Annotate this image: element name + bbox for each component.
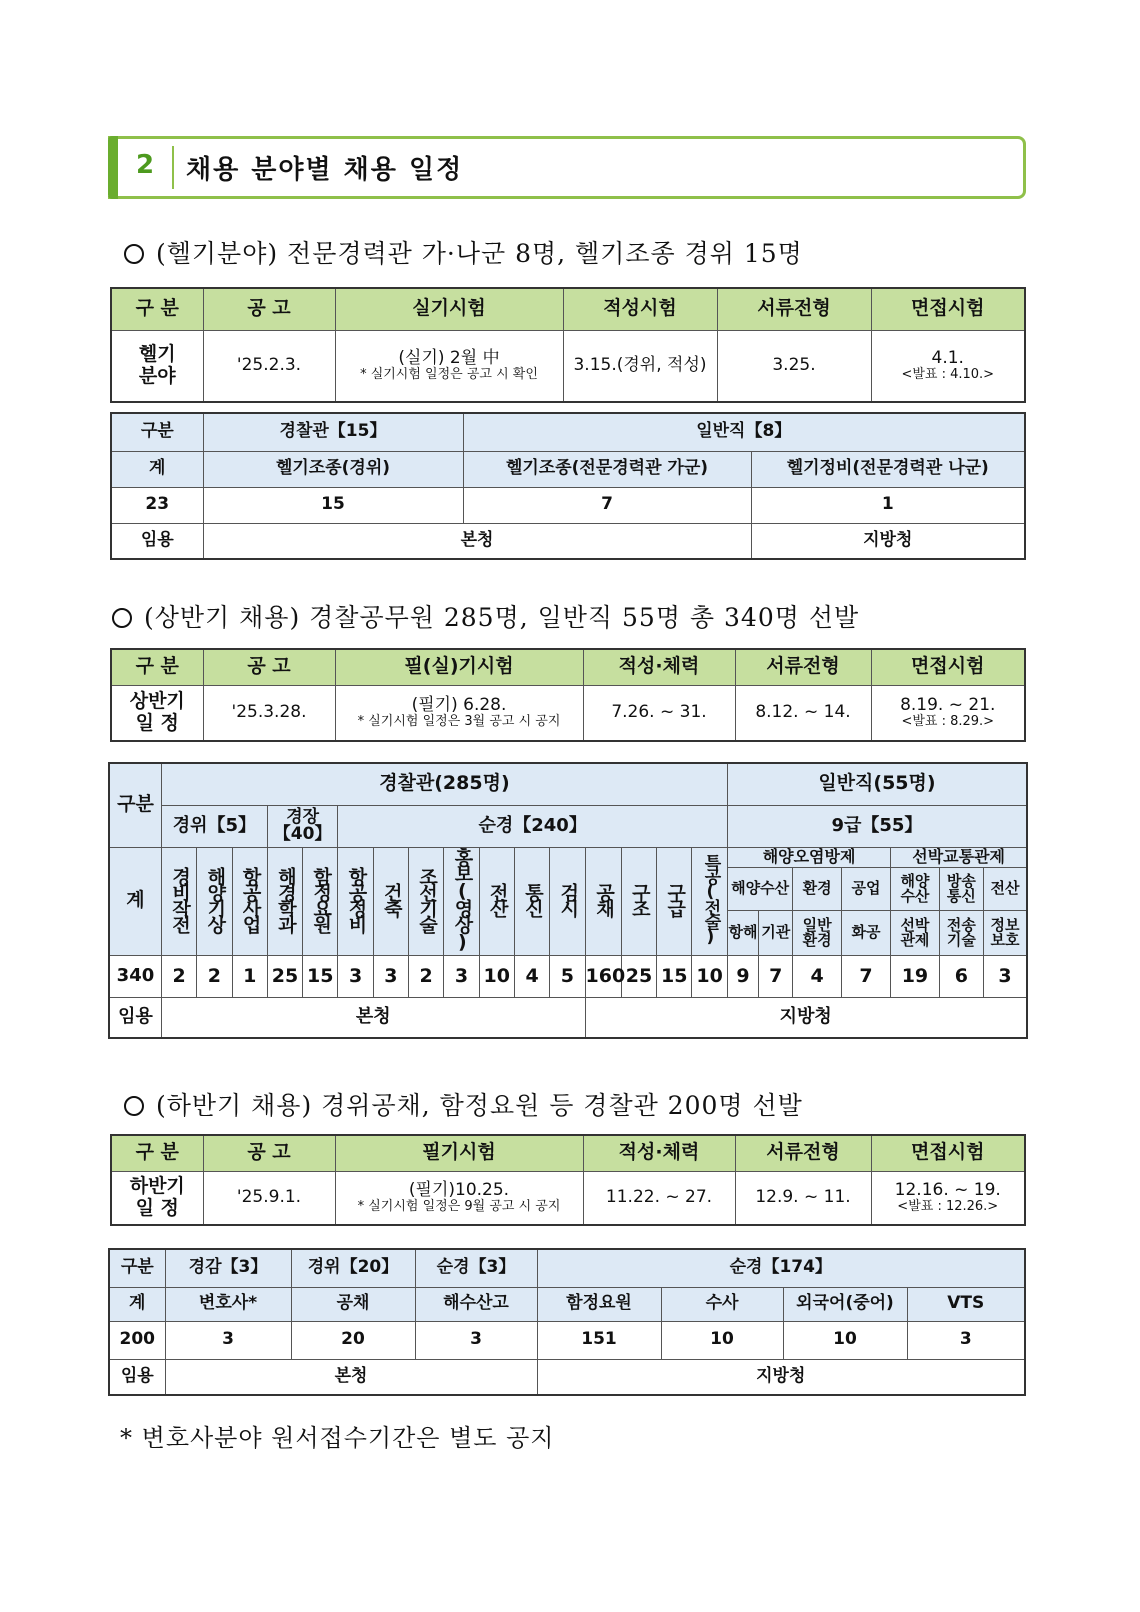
header-cell: 공채 — [291, 1287, 415, 1321]
header-cell: 순경【3】 — [415, 1249, 537, 1287]
col-header — [585, 847, 621, 956]
col-header-text: 항공정비 — [345, 866, 368, 931]
row-label: 헬기 분야 — [111, 330, 203, 402]
value-cell: 4 — [514, 956, 549, 998]
col-header — [409, 847, 444, 956]
value-cell: 7 — [841, 956, 890, 998]
docs-date: 12.9. ~ 11. — [735, 1171, 871, 1225]
header-cell: 서류전형 — [735, 1135, 871, 1171]
value-cell: 4 — [793, 956, 841, 998]
appoint-value: 본청 — [203, 523, 751, 559]
col-header-text: 함정요원 — [310, 866, 333, 931]
header-cell: 구분 — [109, 763, 161, 847]
header-cell: 적성·체력 — [583, 649, 735, 685]
heli-heading-text: (헬기분야) 전문경력관 가·나군 8명, 헬기조종 경위 15명 — [156, 239, 803, 268]
col-header-text: 경비작전 — [169, 866, 191, 931]
second-half-heading — [124, 1086, 803, 1122]
first-half-heading-text: (상반기 채용) 경찰공무원 285명, 일반직 55명 총 340명 선발 — [144, 603, 860, 632]
header-cell: 일반 환경 — [793, 910, 841, 955]
header-cell: 적성시험 — [563, 288, 717, 330]
col-header-text: 공채 — [593, 882, 616, 915]
practical-note: * 실기시험 일정은 공고 시 확인 — [360, 367, 538, 383]
appoint-label: 임용 — [111, 523, 203, 559]
header-cell: 순경【240】 — [338, 805, 727, 847]
header-cell: 환경 — [793, 867, 841, 910]
header-cell: 해수산고 — [415, 1287, 537, 1321]
section-number: 2 — [135, 150, 155, 180]
value-cell: 15 — [203, 487, 463, 523]
aptitude-date: 11.22. ~ 27. — [583, 1171, 735, 1225]
value-cell: 7 — [463, 487, 751, 523]
value-cell: 10 — [479, 956, 514, 998]
value-cell: 160 — [585, 956, 621, 998]
header-cell: VTS — [907, 1287, 1025, 1321]
value-cell: 3 — [415, 1321, 537, 1359]
col-header-text: 전산 — [486, 882, 509, 915]
header-cell: 헬기조종(경위) — [203, 451, 463, 487]
col-header — [338, 847, 373, 956]
second-half-heading-text: (하반기 채용) 경위공채, 함정요원 등 경찰관 200명 선발 — [156, 1091, 803, 1120]
value-cell: 1 — [751, 487, 1025, 523]
header-cell: 구분 — [109, 1249, 165, 1287]
appoint-value: 지방청 — [751, 523, 1025, 559]
appoint-value: 본청 — [161, 998, 585, 1038]
col-header-text: 통신 — [521, 882, 544, 915]
circle-bullet-icon — [124, 1096, 144, 1116]
header-cell: 정보 보호 — [984, 910, 1028, 955]
col-header-text: 항공사업 — [239, 866, 262, 931]
header-cell: 수사 — [661, 1287, 783, 1321]
value-cell: 3 — [444, 956, 479, 998]
header-cell: 서류전형 — [717, 288, 871, 330]
col-header-text: 홍보(영상) — [451, 847, 474, 950]
written-cell — [335, 1171, 583, 1225]
value-cell: 15 — [657, 956, 692, 998]
col-header — [373, 847, 408, 956]
col-header — [657, 847, 692, 956]
header-cell: 공 고 — [203, 288, 335, 330]
value-cell: 6 — [939, 956, 983, 998]
header-cell: 경감【3】 — [165, 1249, 291, 1287]
header-cell: 면접시험 — [871, 649, 1025, 685]
header-cell: 방송 통신 — [939, 867, 983, 910]
header-cell: 실기시험 — [335, 288, 563, 330]
header-cell: 필(실)기시험 — [335, 649, 583, 685]
announce-date: <발표 : 4.10.> — [901, 367, 995, 383]
value-cell: 2 — [409, 956, 444, 998]
section-title: 채용 분야별 채용 일정 — [186, 155, 464, 185]
header-cell: 9급【55】 — [727, 805, 1027, 847]
written-note: * 실기시험 일정은 9월 공고 시 공지 — [357, 1199, 561, 1215]
header-cell: 화공 — [841, 910, 890, 955]
header-cell: 선박교통관제 — [891, 847, 1027, 867]
header-cell: 계 — [109, 1287, 165, 1321]
docs-date: 3.25. — [717, 330, 871, 402]
value-cell: 25 — [621, 956, 656, 998]
col-header — [514, 847, 549, 956]
header-cell: 해양오염방제 — [727, 847, 890, 867]
col-header-text: 검시 — [557, 882, 580, 915]
value-cell: 10 — [692, 956, 728, 998]
header-cell: 함정요원 — [537, 1287, 661, 1321]
notice-date: '25.9.1. — [203, 1171, 335, 1225]
col-header — [197, 847, 232, 956]
heli-quota-table — [110, 412, 1026, 560]
appoint-value: 본청 — [165, 1359, 537, 1395]
header-cell: 헬기정비(전문경력관 나군) — [751, 451, 1025, 487]
header-cell: 경찰관(285명) — [161, 763, 727, 805]
total-value-cell: 340 — [109, 956, 161, 998]
header-cell: 계 — [111, 451, 203, 487]
header-cell: 일반직【8】 — [463, 413, 1025, 451]
aptitude-date: 7.26. ~ 31. — [583, 685, 735, 741]
announce-date: <발표 : 12.26.> — [897, 1199, 999, 1215]
header-cell: 구 분 — [111, 288, 203, 330]
section-header-accent — [108, 136, 118, 199]
heli-heading — [124, 234, 803, 270]
value-cell: 151 — [537, 1321, 661, 1359]
interview-date: 12.16. ~ 19. — [894, 1179, 1001, 1200]
header-cell: 선박 관제 — [891, 910, 939, 955]
col-header-text: 조선기술 — [416, 866, 439, 931]
col-header-text: 특공(전술) — [700, 853, 721, 944]
heli-schedule-table — [110, 287, 1026, 403]
second-half-schedule-table — [110, 1134, 1026, 1226]
value-cell: 3 — [165, 1321, 291, 1359]
value-cell: 2 — [197, 956, 232, 998]
header-cell: 헬기조종(전문경력관 가군) — [463, 451, 751, 487]
value-cell: 3 — [907, 1321, 1025, 1359]
first-half-values-row — [109, 956, 1027, 998]
notice-date: '25.3.28. — [203, 685, 335, 741]
value-cell: 19 — [891, 956, 939, 998]
interview-date: 4.1. — [931, 347, 964, 368]
value-cell: 2 — [161, 956, 196, 998]
appoint-value: 지방청 — [585, 998, 1027, 1038]
header-cell: 계 — [109, 847, 161, 956]
value-cell: 5 — [550, 956, 585, 998]
value-cell: 15 — [303, 956, 338, 998]
header-cell: 항해 — [727, 910, 758, 955]
value-cell: 3 — [984, 956, 1028, 998]
first-half-heading — [112, 598, 859, 634]
written-note: * 실기시험 일정은 3월 공고 시 공지 — [357, 714, 561, 730]
value-cell: 10 — [661, 1321, 783, 1359]
value-cell: 7 — [759, 956, 793, 998]
written-cell — [335, 685, 583, 741]
col-header — [550, 847, 585, 956]
written-date: (필기)10.25. — [408, 1179, 510, 1200]
value-cell: 10 — [783, 1321, 907, 1359]
header-cell: 공업 — [841, 867, 890, 910]
appoint-label: 임용 — [109, 1359, 165, 1395]
header-cell: 경위【5】 — [161, 805, 267, 847]
header-cell: 변호사* — [165, 1287, 291, 1321]
circle-bullet-icon — [112, 608, 132, 628]
col-header-text: 건축 — [380, 882, 403, 915]
header-cell: 적성·체력 — [583, 1135, 735, 1171]
header-cell: 공 고 — [203, 1135, 335, 1171]
header-cell: 전산 — [984, 867, 1028, 910]
col-header — [232, 847, 267, 956]
docs-date: 8.12. ~ 14. — [735, 685, 871, 741]
header-cell: 구 분 — [111, 649, 203, 685]
aptitude-date: 3.15.(경위, 적성) — [563, 330, 717, 402]
header-cell: 경위【20】 — [291, 1249, 415, 1287]
row-label: 하반기 일 정 — [111, 1171, 203, 1225]
header-cell: 외국어(중어) — [783, 1287, 907, 1321]
col-header-text: 구급 — [664, 882, 687, 915]
interview-date: 8.19. ~ 21. — [900, 694, 996, 715]
col-header-text: 해경학과 — [274, 866, 297, 931]
value-cell: 1 — [232, 956, 267, 998]
col-header — [479, 847, 514, 956]
second-half-quota-table — [108, 1248, 1026, 1396]
value-cell: 23 — [111, 487, 203, 523]
header-cell: 서류전형 — [735, 649, 871, 685]
practical-cell — [335, 330, 563, 402]
interview-cell — [871, 1171, 1025, 1225]
header-cell: 면접시험 — [871, 1135, 1025, 1171]
section-divider — [172, 146, 174, 189]
notice-date: '25.2.3. — [203, 330, 335, 402]
header-cell: 경찰관【15】 — [203, 413, 463, 451]
first-half-quota-table — [108, 762, 1028, 1039]
practical-date: (실기) 2월 中 — [398, 347, 500, 368]
circle-bullet-icon — [124, 244, 144, 264]
value-cell: 25 — [267, 956, 302, 998]
header-cell: 일반직(55명) — [727, 763, 1027, 805]
col-header-text: 구조 — [628, 882, 651, 915]
value-cell: 9 — [727, 956, 758, 998]
row-label: 상반기 일 정 — [111, 685, 203, 741]
appoint-label: 임용 — [109, 998, 161, 1038]
col-header — [444, 847, 479, 956]
value-cell: 3 — [338, 956, 373, 998]
header-cell: 해양 수산 — [891, 867, 939, 910]
interview-cell — [871, 685, 1025, 741]
header-cell: 순경【174】 — [537, 1249, 1025, 1287]
footnote: * 변호사분야 원서접수기간은 별도 공지 — [120, 1424, 555, 1452]
first-half-schedule-table — [110, 648, 1026, 742]
header-cell: 전송 기술 — [939, 910, 983, 955]
interview-cell — [871, 330, 1025, 402]
header-cell: 구분 — [111, 413, 203, 451]
value-cell: 3 — [373, 956, 408, 998]
col-header-text: 해양기상 — [204, 866, 227, 931]
header-cell: 필기시험 — [335, 1135, 583, 1171]
col-header — [161, 847, 196, 956]
header-cell: 경장 【40】 — [267, 805, 338, 847]
header-cell: 면접시험 — [871, 288, 1025, 330]
header-cell: 기관 — [759, 910, 793, 955]
header-cell: 공 고 — [203, 649, 335, 685]
col-header — [692, 847, 728, 956]
value-cell: 200 — [109, 1321, 165, 1359]
col-header — [621, 847, 656, 956]
appoint-value: 지방청 — [537, 1359, 1025, 1395]
announce-date: <발표 : 8.29.> — [901, 714, 995, 730]
header-cell: 구 분 — [111, 1135, 203, 1171]
value-cell: 20 — [291, 1321, 415, 1359]
header-cell: 해양수산 — [727, 867, 793, 910]
col-header — [303, 847, 338, 956]
col-header — [267, 847, 302, 956]
written-date: (필기) 6.28. — [411, 694, 507, 715]
